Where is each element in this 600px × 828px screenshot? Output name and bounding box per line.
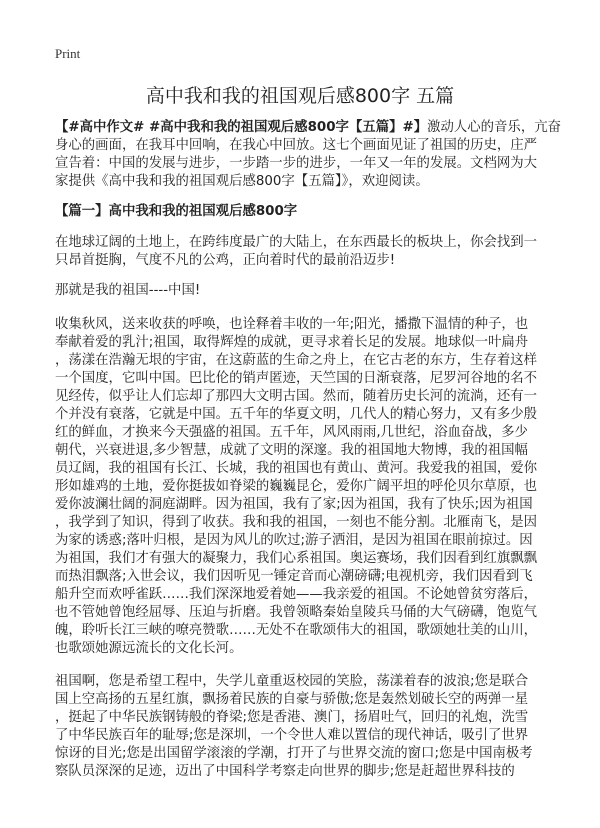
paragraph-line: 而热泪飘落;入世会议，我们因听见一锤定音而心潮磅礴;电视机旁，我们因看到飞	[55, 569, 533, 584]
intro-text: 激动人心的音乐，亢奋	[427, 120, 561, 135]
print-link[interactable]: Print	[55, 46, 81, 61]
paragraph	[55, 282, 555, 300]
paragraph-line: 收集秋风，送来收获的呼唤，也诠释着丰收的一年;阳光，播撒下温情的种子，也	[55, 317, 529, 332]
paragraph-line: 爱你波澜壮阔的洞庭湖畔。因为祖国，我有了家;因为祖国，我有了快乐;因为祖国	[55, 497, 533, 512]
paragraph	[55, 234, 555, 270]
paragraph-line: 惊讶的目光;您是出国留学滚滚的学潮，打开了与世界交流的窗口;您是中国南极考	[55, 746, 533, 761]
intro-line: 家提供《高中我和我的祖国观后感800字【五篇】》，欢迎阅读。	[55, 174, 429, 189]
paragraph-line: 察队员深深的足迹，迈出了中国科学考察走向世界的脚步;您是赶超世界科技的	[55, 764, 515, 779]
paragraph-line: 在地球辽阔的土地上，在跨纬度最广的大陆上，在东西最长的板块上，你会找到一	[55, 235, 538, 250]
paragraph-line: 朝代，兴衰进退,多少智慧，成就了文明的深邃。我的祖国地大物博，我的祖国幅	[55, 443, 528, 458]
paragraph	[55, 673, 555, 781]
paragraph-line: ，我学到了知识，得到了收获。我和我的祖国，一刻也不能分割。北雁南飞，是因	[55, 515, 538, 530]
paragraph-line: ，荡漾在浩瀚无垠的宇宙，在这蔚蓝的生命之舟上，在它古老的东方，生存着这样	[55, 353, 538, 368]
paragraph-line: 形如雄鸡的土地，爱你挺拔如脊梁的巍巍昆仑，爱你广阔平坦的呼伦贝尔草原，也	[55, 479, 538, 494]
paragraph-line: 奉献着爱的乳汁;祖国，取得辉煌的成就，更寻求着长足的发展。地球似一叶扁舟	[55, 335, 529, 350]
paragraph-line: 也歌颂她源远流长的文化长河。	[55, 641, 243, 656]
paragraph-line: 只昂首挺胸，气度不凡的公鸡，正向着时代的最前沿迈步!	[55, 253, 396, 268]
paragraph-line: 祖国啊，您是希望工程中，失学儿童重返校园的笑脸，荡漾着春的波浪;您是联合	[55, 674, 529, 689]
page-title: 高中我和我的祖国观后感800字 五篇	[145, 85, 455, 107]
paragraph-line: 为家的诱惑;落叶归根，是因为风儿的吹过;游子洒泪，是因为祖国在眼前掠过。因	[55, 533, 533, 548]
paragraph-line: 也不管她曾饱经屈辱、压迫与折磨。我曾领略秦始皇陵兵马俑的大气磅礴，饱览气	[55, 605, 538, 620]
paragraph-line: ，挺起了中华民族钢铸般的脊梁;您是香港、澳门，扬眉吐气，回归的礼炮，洗雪	[55, 710, 529, 725]
intro-paragraph	[55, 119, 561, 191]
paragraph-line: 红的鲜血，才换来今天强盛的祖国。五千年，风风雨雨,几世纪，浴血奋战，多少	[55, 425, 528, 440]
paragraph-line: 见经传，似乎让人们忘却了那四大文明古国。然而，随着历史长河的流淌，还有一	[55, 389, 538, 404]
intro-line: 宣告着：中国的发展与进步，一步踏一步的进步，一年又一年的发展。文档网为大	[55, 156, 538, 171]
paragraph-line: 一个国度，它叫中国。巴比伦的销声匿迹，天竺国的日渐衰落，尼罗河谷地的名不	[55, 371, 538, 386]
paragraph-line: 了中华民族百年的耻辱;您是深圳，一个令世人难以置信的现代神话，吸引了世界	[55, 728, 529, 743]
paragraph-line: 那就是我的祖国----中国!	[55, 283, 201, 298]
paragraph-line: 为祖国，我们才有强大的凝聚力，我们心系祖国。奥运赛场，我们因看到红旗飘飘	[55, 551, 538, 566]
paragraph-line: 员辽阔，我的祖国有长江、长城，我的祖国也有黄山、黄河。我爱我的祖国，爱你	[55, 461, 538, 476]
paragraph-line: 魄，聆听长江三峡的嘹亮赞歌……无处不在歌颂伟大的祖国，歌颂她壮美的山川，	[55, 623, 538, 638]
paragraph-line: 船升空而欢呼雀跃……我们深深地爱着她——我亲爱的祖国。不论她曾贫穷落后，	[55, 587, 538, 602]
intro-line: 身心的画面，在我耳中回响，在我心中回放。这七个画面见证了祖国的历史，庄严	[55, 138, 538, 153]
paragraph	[55, 316, 555, 658]
intro-tag: 【#高中作文# #高中我和我的祖国观后感800字【五篇】#】	[55, 120, 428, 135]
section-heading: 【篇一】高中我和我的祖国观后感800字	[55, 204, 298, 219]
paragraph-line: 个并没有衰落，它就是中国。五千年的华夏文明，几代人的精心努力，又有多少殷	[55, 407, 538, 422]
paragraph-line: 国上空高扬的五星红旗，飘扬着民族的自豪与骄傲;您是轰然划破长空的两弹一星	[55, 692, 529, 707]
